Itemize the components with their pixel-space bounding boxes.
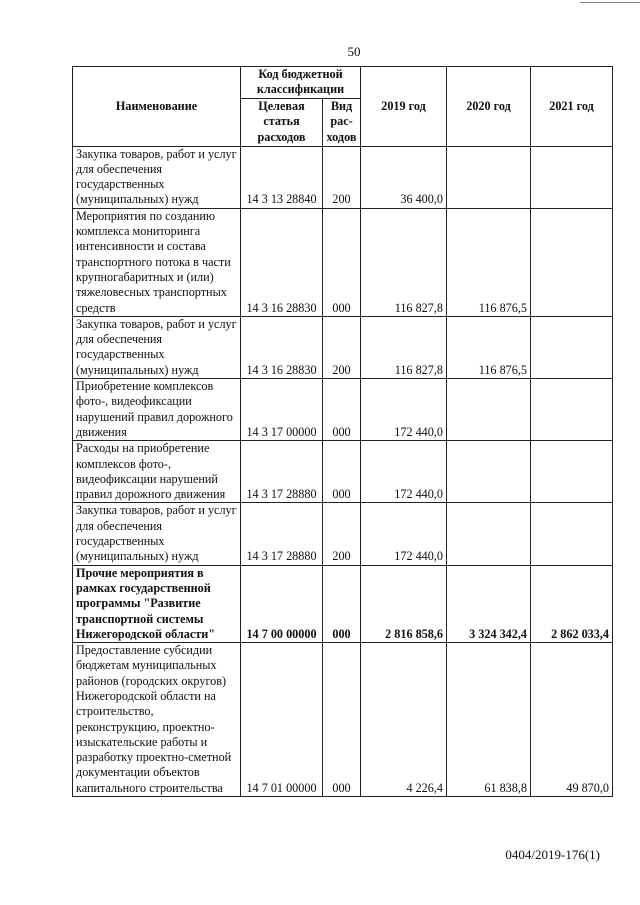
cell-name: Закупка товаров, работ и услуг для обеспечения государственных (муниципальных) нужд xyxy=(73,316,241,378)
cell-2020: 116 876,5 xyxy=(447,208,531,316)
cell-2019: 172 440,0 xyxy=(361,503,447,565)
table-row xyxy=(73,441,613,503)
cell-name: Предоставление субсидии бюджетам муниципальных районов (городских округов) Нижегородской области на строительство, реконструкцию, проектно-изыскательские работы и разработку проектно-сметной документации объектов капитального строительства xyxy=(73,643,241,797)
table-row xyxy=(73,503,613,565)
header-2019: 2019 год xyxy=(361,67,447,147)
table-row xyxy=(73,565,613,642)
cell-2019: 2 816 858,6 xyxy=(361,565,447,642)
cell-2020 xyxy=(447,379,531,441)
cell-2021 xyxy=(531,208,613,316)
cell-2019: 172 440,0 xyxy=(361,379,447,441)
cell-2020: 3 324 342,4 xyxy=(447,565,531,642)
cell-vid: 200 xyxy=(323,316,361,378)
cell-name: Прочие мероприятия в рамках государственной программы "Развитие транспортной системы Нижегородской области" xyxy=(73,565,241,642)
cell-article-code: 14 7 01 00000 xyxy=(241,643,323,797)
cell-2021 xyxy=(531,441,613,503)
header-name: Наименование xyxy=(73,67,241,147)
cell-2019: 172 440,0 xyxy=(361,441,447,503)
cell-vid: 000 xyxy=(323,643,361,797)
header-2021: 2021 год xyxy=(531,67,613,147)
cell-name: Мероприятия по созданию комплекса мониторинга интенсивности и состава транспортного потока в части крупногабаритных и (или) тяжеловесных транспортных средств xyxy=(73,208,241,316)
cell-article-code: 14 3 17 28880 xyxy=(241,503,323,565)
cell-2019: 36 400,0 xyxy=(361,146,447,208)
cell-2021: 49 870,0 xyxy=(531,643,613,797)
cell-vid: 000 xyxy=(323,441,361,503)
document-code: 0404/2019-176(1) xyxy=(505,847,600,862)
cell-name: Закупка товаров, работ и услуг для обеспечения государственных (муниципальных) нужд xyxy=(73,146,241,208)
cell-2020: 61 838,8 xyxy=(447,643,531,797)
cell-2019: 4 226,4 xyxy=(361,643,447,797)
cell-vid: 200 xyxy=(323,503,361,565)
header-vid: Вид рас-ходов xyxy=(323,98,361,146)
cell-2021 xyxy=(531,379,613,441)
header-code-group: Код бюджетной классификации xyxy=(241,67,361,99)
budget-table xyxy=(72,66,613,797)
cell-name: Расходы на приобретение комплексов фото-, видеофиксации нарушений правил дорожного движения xyxy=(73,441,241,503)
cell-article-code: 14 3 16 28830 xyxy=(241,208,323,316)
header-2020: 2020 год xyxy=(447,67,531,147)
cell-name: Закупка товаров, работ и услуг для обеспечения государственных (муниципальных) нужд xyxy=(73,503,241,565)
cell-2020 xyxy=(447,146,531,208)
cell-article-code: 14 7 00 00000 xyxy=(241,565,323,642)
cell-2020 xyxy=(447,503,531,565)
page-number: 50 xyxy=(347,44,361,59)
table-body xyxy=(73,146,613,796)
table-row xyxy=(73,316,613,378)
header-article: Целевая статья расходов xyxy=(241,98,323,146)
cell-article-code: 14 3 13 28840 xyxy=(241,146,323,208)
table-row xyxy=(73,208,613,316)
cell-vid: 200 xyxy=(323,146,361,208)
cell-2019: 116 827,8 xyxy=(361,208,447,316)
cell-2021 xyxy=(531,503,613,565)
table-row xyxy=(73,379,613,441)
top-edge-rule xyxy=(580,2,640,3)
cell-2021 xyxy=(531,146,613,208)
table-row xyxy=(73,643,613,797)
cell-2019: 116 827,8 xyxy=(361,316,447,378)
cell-2020: 116 876,5 xyxy=(447,316,531,378)
cell-2021 xyxy=(531,316,613,378)
cell-article-code: 14 3 17 00000 xyxy=(241,379,323,441)
cell-vid: 000 xyxy=(323,379,361,441)
table-header xyxy=(73,67,613,147)
cell-vid: 000 xyxy=(323,208,361,316)
cell-vid: 000 xyxy=(323,565,361,642)
cell-2020 xyxy=(447,441,531,503)
cell-name: Приобретение комплексов фото-, видеофиксации нарушений правил дорожного движения xyxy=(73,379,241,441)
cell-article-code: 14 3 17 28880 xyxy=(241,441,323,503)
cell-2021: 2 862 033,4 xyxy=(531,565,613,642)
cell-article-code: 14 3 16 28830 xyxy=(241,316,323,378)
table-row xyxy=(73,146,613,208)
